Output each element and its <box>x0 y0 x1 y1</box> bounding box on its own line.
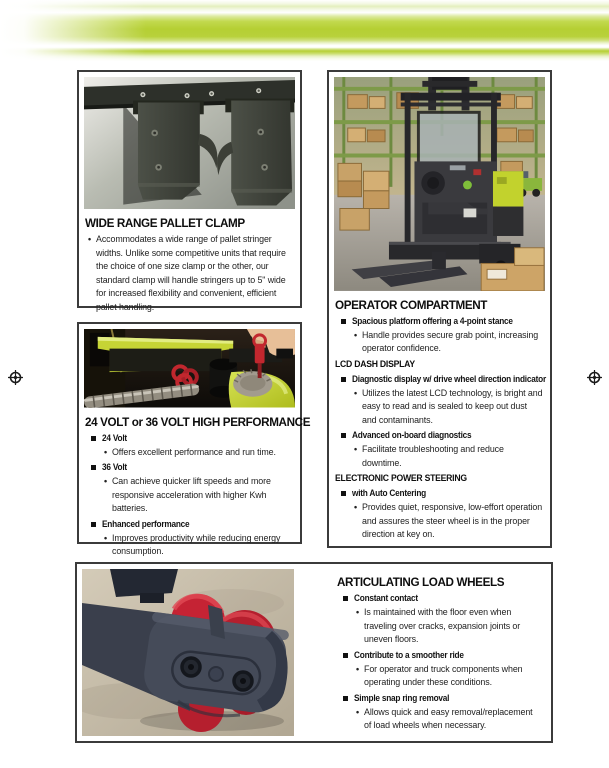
section-pallet-clamp <box>77 70 302 312</box>
dot-bullet-icon: • <box>356 607 360 617</box>
feature-detail: Utilizes the latest LCD technology, is bright and easy to read and is sealed to keep out dust and contaminants. <box>362 387 543 425</box>
feature-detail: Handle provides secure grab point, increasing operator confidence. <box>362 329 539 354</box>
dot-bullet-icon: • <box>354 502 358 513</box>
square-bullet-icon <box>341 377 346 382</box>
square-bullet-icon <box>91 465 96 470</box>
dot-bullet-icon: • <box>354 444 358 455</box>
top-green-banner <box>0 0 609 63</box>
section-load-wheels <box>75 562 553 743</box>
feature-detail: Offers excellent performance and run time. <box>112 446 276 457</box>
dot-bullet-icon: • <box>354 329 358 340</box>
dot-bullet-icon: • <box>104 532 108 543</box>
section-title: ARTICULATING LOAD WHEELS <box>337 575 505 589</box>
section-title: WIDE RANGE PALLET CLAMP <box>85 216 245 231</box>
pallet-clamp-photo <box>84 77 295 209</box>
feature-label: Enhanced performance <box>102 518 190 529</box>
feature-label: 36 Volt <box>102 462 127 472</box>
order-picker-warehouse-photo <box>334 77 545 291</box>
feature-label: 24 Volt <box>102 432 127 443</box>
dot-bullet-icon: • <box>356 706 360 717</box>
section-title: 24 VOLT or 36 VOLT HIGH PERFORMANCE <box>85 414 311 429</box>
section-title: OPERATOR COMPARTMENT <box>335 297 488 312</box>
registration-mark-icon <box>587 370 602 385</box>
section-voltage <box>77 322 311 556</box>
square-bullet-icon <box>341 433 346 438</box>
square-bullet-icon <box>343 653 348 658</box>
square-bullet-icon <box>343 596 348 601</box>
dot-bullet-icon: • <box>354 387 358 398</box>
feature-detail: Can achieve quicker lift speeds and more responsive acceleration with higher Kwh batteries. <box>112 476 271 513</box>
square-bullet-icon <box>343 696 348 701</box>
registration-mark-icon <box>8 370 23 385</box>
square-bullet-icon <box>341 491 346 496</box>
square-bullet-icon <box>91 522 96 527</box>
feature-detail: For operator and truck components when operating under these conditions. <box>364 663 523 687</box>
feature-detail: Improves productivity while reducing energy consumption. <box>112 532 281 556</box>
feature-label: Spacious platform offering a 4-point stance <box>352 315 513 326</box>
feature-label: Contribute to a smoother ride <box>354 649 464 660</box>
square-bullet-icon <box>341 319 346 324</box>
feature-detail: Provides quiet, responsive, low-effort operation and assures the steer wheel is in the proper direction at key on. <box>362 502 543 540</box>
section-operator-compartment <box>327 70 552 548</box>
dot-bullet-icon: • <box>88 234 92 245</box>
subsection-heading: ELECTRONIC POWER STEERING <box>335 473 467 484</box>
dot-bullet-icon: • <box>356 663 360 674</box>
load-wheels-photo <box>82 569 294 736</box>
dot-bullet-icon: • <box>104 476 108 486</box>
feature-label: Constant contact <box>354 593 418 603</box>
subsection-heading: LCD DASH DISPLAY <box>335 358 415 369</box>
feature-label: Simple snap ring removal <box>354 692 450 703</box>
feature-label: Diagnostic display w/ drive wheel direction indicator <box>352 373 546 384</box>
bullet-text: Accommodates a wide range of pallet stringer widths. Unlike some competitive units that require the choice of one size clamp or the other, our standard clamp will handle stringers up to 5" wide for increased flexibility and convenient, efficient pallet handling. <box>96 234 286 312</box>
feature-detail: Allows quick and easy removal/replacement of load wheels when necessary. <box>364 706 533 730</box>
square-bullet-icon <box>91 436 96 441</box>
feature-detail: Facilitate troubleshooting and reduce downtime. <box>362 444 504 468</box>
battery-compartment-photo <box>84 329 295 408</box>
feature-detail: Is maintained with the floor even when traveling over cracks, expansion joints or uneven floors. <box>364 607 521 644</box>
dot-bullet-icon: • <box>104 446 108 457</box>
feature-label: Advanced on-board diagnostics <box>352 430 472 441</box>
feature-label: with Auto Centering <box>352 488 426 499</box>
